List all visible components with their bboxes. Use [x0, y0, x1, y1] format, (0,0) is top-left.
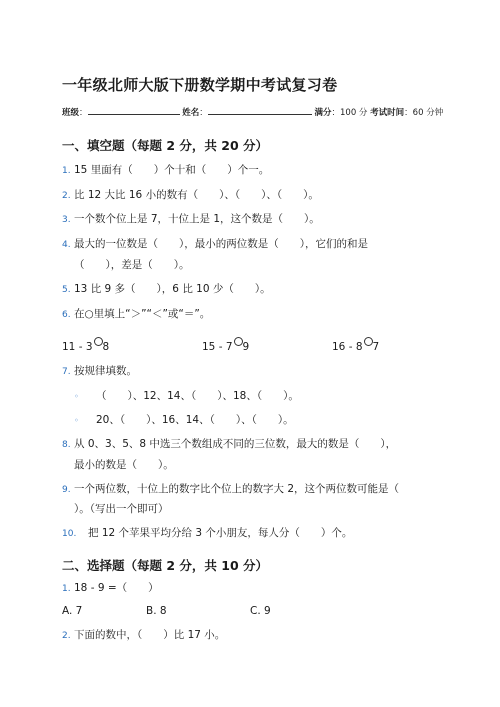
option-b[interactable]: B. 8 [146, 605, 167, 617]
question-text: 下面的数中，（ ）比 17 小。 [74, 629, 226, 641]
section2-heading: 二、选择题（每题 2 分，共 10 分） [62, 558, 269, 573]
question-text: 一个数个位上是 7，十位上是 1，这个数是（ ）。 [74, 213, 320, 225]
compare-circle[interactable] [364, 337, 373, 346]
compare-expr-3 [332, 337, 379, 353]
question-6 [62, 306, 210, 321]
question-number: 7. [62, 367, 71, 377]
score-colon: ： [331, 108, 340, 118]
question-text: 按规律填数。 [74, 365, 137, 377]
question-4 [62, 236, 368, 251]
question-text: 从 0、3、5、8 中选三个数组成不同的三位数，最大的数是（ ）， [74, 438, 397, 450]
question-9-continued: ）。（写出一个即可） [74, 503, 169, 515]
compare-circle[interactable] [94, 337, 103, 346]
question-number: 1. [62, 584, 71, 594]
question-number: 2. [62, 631, 71, 641]
pattern-text: （ ）、12、14、（ ）、18、（ ）。 [96, 390, 299, 402]
name-blank[interactable] [208, 106, 312, 115]
question-1 [62, 162, 269, 177]
time-label: 考试时间 [370, 108, 405, 118]
question-4-continued: （ ），差是（ ）。 [74, 259, 190, 271]
question-number: 10. [62, 529, 77, 539]
question-number: 2. [62, 191, 71, 201]
exam-title: 一年级北师大版下册数学期中考试复习卷 [62, 76, 338, 94]
class-blank[interactable] [88, 106, 180, 115]
question-text: 13 比 9 多（ ），6 比 10 少（ ）。 [74, 283, 271, 295]
question-text: 最大的一位数是（ ），最小的两位数是（ ），它们的和是 [74, 238, 368, 250]
pattern-item-1 [74, 388, 299, 403]
question-text: 18 - 9 =（ ） [74, 582, 159, 594]
bullet-icon: ◦ [74, 392, 79, 401]
question-text: 15 里面有（ ）个十和（ ）个一。 [74, 164, 270, 176]
expr-right: 9 [242, 341, 250, 353]
expr-left: 15 - 7 [202, 341, 233, 353]
compare-expr-2 [202, 337, 249, 353]
choice-question-1 [62, 580, 159, 595]
question-number: 6. [62, 310, 71, 320]
pattern-item-2 [74, 412, 294, 427]
question-2 [62, 187, 319, 202]
name-colon: ： [199, 108, 208, 118]
section1-heading: 一、填空题（每题 2 分，共 20 分） [62, 138, 269, 153]
question-number: 9. [62, 485, 71, 495]
question-5 [62, 281, 271, 296]
option-c[interactable]: C. 9 [250, 605, 271, 617]
question-9 [62, 481, 399, 496]
compare-circle[interactable] [234, 337, 243, 346]
question-7 [62, 363, 137, 378]
bullet-icon: ◦ [74, 416, 79, 425]
expr-left: 16 - 8 [332, 341, 363, 353]
question-number: 5. [62, 285, 71, 295]
question-text: 比 12 大比 16 小的数有（ ）、（ ）、（ ）。 [74, 189, 319, 201]
compare-expr-1 [62, 337, 109, 353]
name-label: 姓名 [182, 108, 200, 118]
option-a[interactable]: A. 7 [62, 605, 83, 617]
question-number: 8. [62, 440, 71, 450]
question-number: 4. [62, 240, 71, 250]
question-8-continued: 最小的数是（ ）。 [74, 459, 174, 471]
choice-question-2 [62, 627, 225, 642]
expr-right: 7 [372, 341, 380, 353]
question-text: 把 12 个苹果平均分给 3 个小朋友，每人分（ ）个。 [88, 527, 353, 539]
class-colon: ： [79, 108, 88, 118]
score-value: 100 分 [340, 108, 368, 118]
question-text: 一个两位数，十位上的数字比个位上的数字大 2，这个两位数可能是（ [74, 483, 400, 495]
time-value: 60 分钟 [412, 108, 444, 118]
info-line [62, 106, 443, 118]
score-label: 满分 [314, 108, 332, 118]
expr-right: 8 [102, 341, 110, 353]
pattern-text: 20、（ ）、16、14、（ ）、（ ）。 [96, 414, 294, 426]
question-number: 3. [62, 215, 71, 225]
question-10 [62, 525, 352, 540]
question-text: 在○里填上“＞”“＜”或“＝”。 [74, 308, 211, 320]
question-3 [62, 211, 320, 226]
time-colon: ： [404, 108, 413, 118]
question-number: 1. [62, 166, 71, 176]
expr-left: 11 - 3 [62, 341, 93, 353]
class-label: 班级 [62, 108, 80, 118]
question-8 [62, 436, 396, 451]
